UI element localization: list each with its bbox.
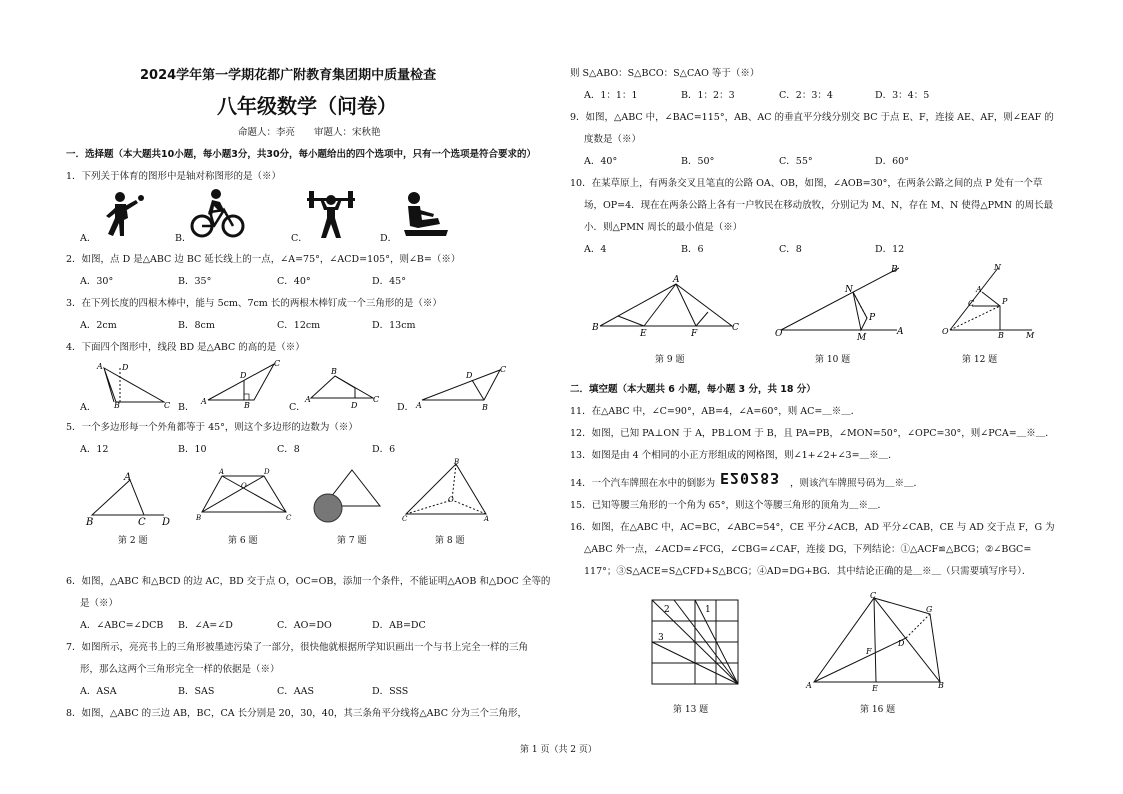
q16-line1: 16．如图，在△ABC 中，AC=BC，∠ABC=54°，CE 平分∠ACB，AD 平分∠CAB，CE 与 AD 交于点 F，G 为 bbox=[570, 522, 1055, 533]
q4-opt-b: B． bbox=[178, 402, 195, 413]
q10-stem-line2: 场，OP=4．现在在两条公路上各有一户牧民在移动放牧，分别记为 M、N，存在 M、N 使得△PMN 的周长最 bbox=[584, 200, 1054, 211]
svg-text:B: B bbox=[331, 367, 337, 376]
q10-opt-c: C．8 bbox=[779, 244, 802, 255]
q10-opt-a: A．4 bbox=[584, 244, 607, 255]
q6-opt-b: B．∠A=∠D bbox=[178, 620, 233, 631]
q6-opt-a: A．∠ABC=∠DCB bbox=[80, 620, 164, 631]
q5-stem: 5．一个多边形每一个外角都等于 45°，则这个多边形的边数为（※） bbox=[66, 422, 358, 433]
exam-title: 2024学年第一学期花都广附教育集团期中质量检查 bbox=[140, 68, 437, 83]
q10-opt-b: B．6 bbox=[681, 244, 704, 255]
q11-text: 11．在△ABC 中，∠C=90°，AB=4，∠A=60°，则 AC=＿※＿． bbox=[570, 406, 861, 417]
caption-q16: 第 16 题 bbox=[860, 705, 896, 715]
q13-text: 13．如图是由 4 个相同的小正方形组成的网格图，则∠1+∠2+∠3=＿※＿． bbox=[570, 450, 898, 461]
q8-stem: 8．如图，△ABC 的三边 AB，BC，CA 长分别是 20，30，40，其三条角平分线将△ABC 分为三个三角形， bbox=[66, 708, 527, 719]
svg-text:D: D bbox=[351, 401, 358, 410]
cyclist-icon bbox=[190, 188, 245, 240]
q14-text-post: ，则该汽车牌照号码为＿※＿． bbox=[790, 478, 924, 489]
svg-text:A: A bbox=[976, 285, 982, 294]
q7-figure bbox=[310, 464, 388, 528]
q2-opt-d: D．45° bbox=[372, 276, 406, 287]
q6-stem-line1: 6．如图，△ABC 和△BCD 的边 AC，BD 交于点 O，OC=OB，添加一个条件，不能证明△AOB 和△DOC 全等的 bbox=[66, 576, 551, 587]
svg-text:A: A bbox=[97, 362, 103, 371]
q1-stem: 1．下列关于体育的图形中是轴对称图形的是（※） bbox=[66, 171, 282, 182]
svg-text:B: B bbox=[86, 517, 94, 528]
q9-opt-d: D．60° bbox=[875, 156, 909, 167]
svg-text:A: A bbox=[305, 395, 311, 404]
caption-q7: 第 7 题 bbox=[337, 536, 367, 546]
q14-text-pre: 14．一个汽车牌照在水中的倒影为 bbox=[570, 478, 716, 489]
weightlifter-icon bbox=[305, 188, 357, 240]
svg-text:A: A bbox=[201, 397, 207, 406]
svg-text:F: F bbox=[691, 329, 698, 339]
q4-figure-b bbox=[200, 356, 280, 410]
svg-text:P: P bbox=[1002, 297, 1008, 306]
svg-text:A: A bbox=[124, 472, 132, 483]
q4-figure-a bbox=[92, 358, 177, 410]
q5-opt-a: A．12 bbox=[80, 444, 109, 455]
svg-text:C: C bbox=[968, 299, 975, 308]
q5-opt-b: B．10 bbox=[178, 444, 207, 455]
svg-text:A: A bbox=[416, 401, 422, 410]
q8-opt-d: D．3：4：5 bbox=[875, 90, 930, 101]
q9-opt-c: C．55° bbox=[779, 156, 813, 167]
q4-stem: 4．下面四个图形中，线段 BD 是△ABC 的高的是（※） bbox=[66, 342, 305, 353]
q2-opt-b: B．35° bbox=[178, 276, 212, 287]
q6-figure bbox=[194, 468, 294, 526]
q3-opt-d: D．13cm bbox=[372, 320, 416, 331]
q7-opt-a: A．ASA bbox=[80, 686, 117, 697]
q4-figure-c bbox=[303, 366, 383, 412]
svg-text:D: D bbox=[122, 363, 129, 372]
svg-text:O: O bbox=[775, 329, 783, 339]
q3-stem: 3．在下列长度的四根木棒中，能与 5cm、7cm 长的两根木棒钉成一个三角形的是（※） bbox=[66, 298, 442, 309]
q6-opt-d: D．AB=DC bbox=[372, 620, 426, 631]
svg-text:C: C bbox=[138, 517, 146, 528]
svg-text:C: C bbox=[732, 323, 739, 333]
q7-opt-d: D．SSS bbox=[372, 686, 409, 697]
q6-opt-c: C．AO=DO bbox=[277, 620, 332, 631]
q3-opt-b: B．8cm bbox=[178, 320, 215, 331]
svg-text:E: E bbox=[872, 684, 878, 692]
q15-text: 15．已知等腰三角形的一个角为 65°，则这个等腰三角形的顶角为＿※＿． bbox=[570, 500, 887, 511]
svg-text:B: B bbox=[196, 514, 202, 522]
svg-text:C: C bbox=[870, 591, 877, 600]
q1-opt-d: D． bbox=[380, 233, 398, 244]
q9-stem-line1: 9．如图，△ABC 中，∠BAC=115°，AB、AC 的垂直平分线分别交 BC 于点 E、F，连接 AE、AF，则∠EAF 的 bbox=[570, 112, 1054, 123]
caption-q2: 第 2 题 bbox=[118, 536, 148, 546]
svg-text:M: M bbox=[1026, 331, 1035, 340]
svg-text:D: D bbox=[264, 468, 270, 476]
q16-line2: △ABC 外一点，∠ACD=∠FCG，∠CBG=∠CAF，连接 DG，下列结论：①△ACF≌△BCG；②∠BGC= bbox=[584, 544, 1032, 555]
q4-figure-d bbox=[414, 364, 509, 412]
svg-text:D: D bbox=[162, 517, 171, 528]
svg-text:M: M bbox=[857, 333, 867, 342]
q4-opt-d: D． bbox=[397, 402, 415, 413]
q2-stem: 2．如图，点 D 是△ABC 边 BC 延长线上的一点，∠A=75°，∠ACD=105°，则∠B=（※） bbox=[66, 254, 461, 265]
svg-text:O: O bbox=[448, 496, 454, 504]
q3-opt-a: A．2cm bbox=[80, 320, 117, 331]
q4-opt-c: C． bbox=[289, 402, 306, 413]
svg-text:B: B bbox=[114, 401, 120, 410]
svg-text:D: D bbox=[898, 639, 905, 648]
q7-opt-c: C．AAS bbox=[277, 686, 314, 697]
q6-stem-line2: 是（※） bbox=[80, 598, 119, 609]
q5-opt-c: C．8 bbox=[277, 444, 300, 455]
section1-heading: 一．选择题（本大题共10小题，每小题3分，共30分，每小题给出的四个选项中，只有一个选项是符合要求的） bbox=[66, 149, 537, 160]
svg-text:O: O bbox=[942, 327, 949, 336]
caption-q9: 第 9 题 bbox=[655, 355, 685, 365]
q8-stem-cont: 则 S△ABO：S△BCO：S△CAO 等于（※） bbox=[570, 68, 760, 79]
caption-q10: 第 10 题 bbox=[815, 355, 851, 365]
svg-text:N: N bbox=[845, 285, 853, 295]
svg-text:B: B bbox=[244, 401, 250, 410]
svg-text:C: C bbox=[402, 515, 408, 523]
caption-q12: 第 12 题 bbox=[962, 355, 998, 365]
svg-text:D: D bbox=[240, 371, 247, 380]
q9-opt-b: B．50° bbox=[681, 156, 715, 167]
svg-text:B: B bbox=[938, 681, 944, 690]
svg-text:E: E bbox=[640, 329, 647, 339]
q9-figure bbox=[588, 272, 748, 342]
svg-text:1: 1 bbox=[705, 605, 711, 615]
svg-text:C: C bbox=[286, 514, 292, 522]
svg-text:O: O bbox=[241, 482, 247, 490]
svg-text:B: B bbox=[891, 265, 898, 275]
q2-figure bbox=[84, 470, 174, 528]
q4-opt-a: A． bbox=[80, 402, 97, 413]
svg-text:C: C bbox=[164, 401, 171, 410]
exam-authors: 命题人：李亮 审题人：宋秋艳 bbox=[238, 127, 381, 138]
svg-text:2: 2 bbox=[664, 605, 670, 615]
svg-text:A: A bbox=[484, 515, 490, 523]
q16-figure bbox=[800, 590, 955, 692]
caption-q6: 第 6 题 bbox=[228, 536, 258, 546]
svg-text:D: D bbox=[466, 371, 473, 380]
svg-text:A: A bbox=[219, 468, 225, 476]
svg-text:C: C bbox=[373, 395, 380, 404]
q12-text: 12．如图，已知 PA⊥ON 于 A，PB⊥OM 于 B，且 PA=PB，∠MON=50°，∠OPC=30°，则∠PCA=＿※＿． bbox=[570, 428, 1055, 439]
q1-opt-c: C． bbox=[291, 233, 308, 244]
svg-text:C: C bbox=[274, 359, 280, 368]
q8-opt-c: C．2：3：4 bbox=[779, 90, 833, 101]
q10-stem-line1: 10．在某草原上，有两条交叉且笔直的公路 OA、OB，如图，∠AOB=30°，在两条公路之间的点 P 处有一个草 bbox=[570, 178, 1043, 189]
q7-stem-line2: 形，那么这两个三角形完全一样的依据是（※） bbox=[80, 664, 280, 675]
caption-q8: 第 8 题 bbox=[435, 536, 465, 546]
svg-text:B: B bbox=[454, 458, 460, 466]
pingpong-player-icon bbox=[98, 190, 148, 240]
q12-figure bbox=[940, 262, 1040, 342]
svg-text:A: A bbox=[897, 327, 904, 337]
exam-subtitle: 八年级数学（问卷） bbox=[217, 94, 397, 118]
q5-opt-d: D．6 bbox=[372, 444, 396, 455]
q7-opt-b: B．SAS bbox=[178, 686, 215, 697]
svg-text:G: G bbox=[926, 605, 933, 614]
q1-opt-a: A． bbox=[80, 233, 97, 244]
svg-text:B: B bbox=[482, 403, 488, 412]
q8-figure bbox=[400, 458, 495, 526]
svg-text:N: N bbox=[994, 263, 1001, 272]
q10-opt-d: D．12 bbox=[875, 244, 905, 255]
svg-text:A: A bbox=[806, 681, 812, 690]
svg-text:3: 3 bbox=[658, 633, 664, 643]
svg-text:P: P bbox=[869, 313, 876, 323]
q2-opt-a: A．30° bbox=[80, 276, 114, 287]
svg-text:B: B bbox=[592, 323, 599, 333]
svg-text:B: B bbox=[998, 331, 1004, 340]
q9-stem-line2: 度数是（※） bbox=[584, 134, 642, 145]
svg-text:A: A bbox=[673, 275, 680, 285]
q8-opt-a: A．1：1：1 bbox=[584, 90, 638, 101]
q13-grid-figure bbox=[650, 598, 742, 688]
caption-q13: 第 13 题 bbox=[673, 705, 709, 715]
svg-text:F: F bbox=[866, 647, 872, 656]
q7-stem-line1: 7．如图所示，亮亮书上的三角形被墨迹污染了一部分，很快他就根据所学知识画出一个与书上完全一样的三角 bbox=[66, 642, 529, 653]
q9-opt-a: A．40° bbox=[584, 156, 618, 167]
rower-icon bbox=[400, 190, 452, 240]
svg-text:C: C bbox=[500, 365, 507, 374]
q10-stem-line3: 小．则△PMN 周长的最小值是（※） bbox=[584, 222, 743, 233]
q1-opt-b: B． bbox=[175, 233, 192, 244]
q10-figure bbox=[773, 262, 908, 342]
q3-opt-c: C．12cm bbox=[277, 320, 321, 331]
q16-line3: 117°；③S△ACE=S△CFD+S△BCG；④AD=DG+BG．其中结论正确的是＿※＿（只需要填写序号）． bbox=[584, 566, 1032, 577]
section2-heading: 二．填空题（本大题共 6 小题，每小题 3 分，共 18 分） bbox=[570, 384, 816, 395]
q2-opt-c: C．40° bbox=[277, 276, 311, 287]
license-plate-reflection: E20283 bbox=[720, 469, 781, 487]
q8-opt-b: B．1：2：3 bbox=[681, 90, 735, 101]
page-footer: 第 1 页（共 2 页） bbox=[520, 745, 597, 755]
